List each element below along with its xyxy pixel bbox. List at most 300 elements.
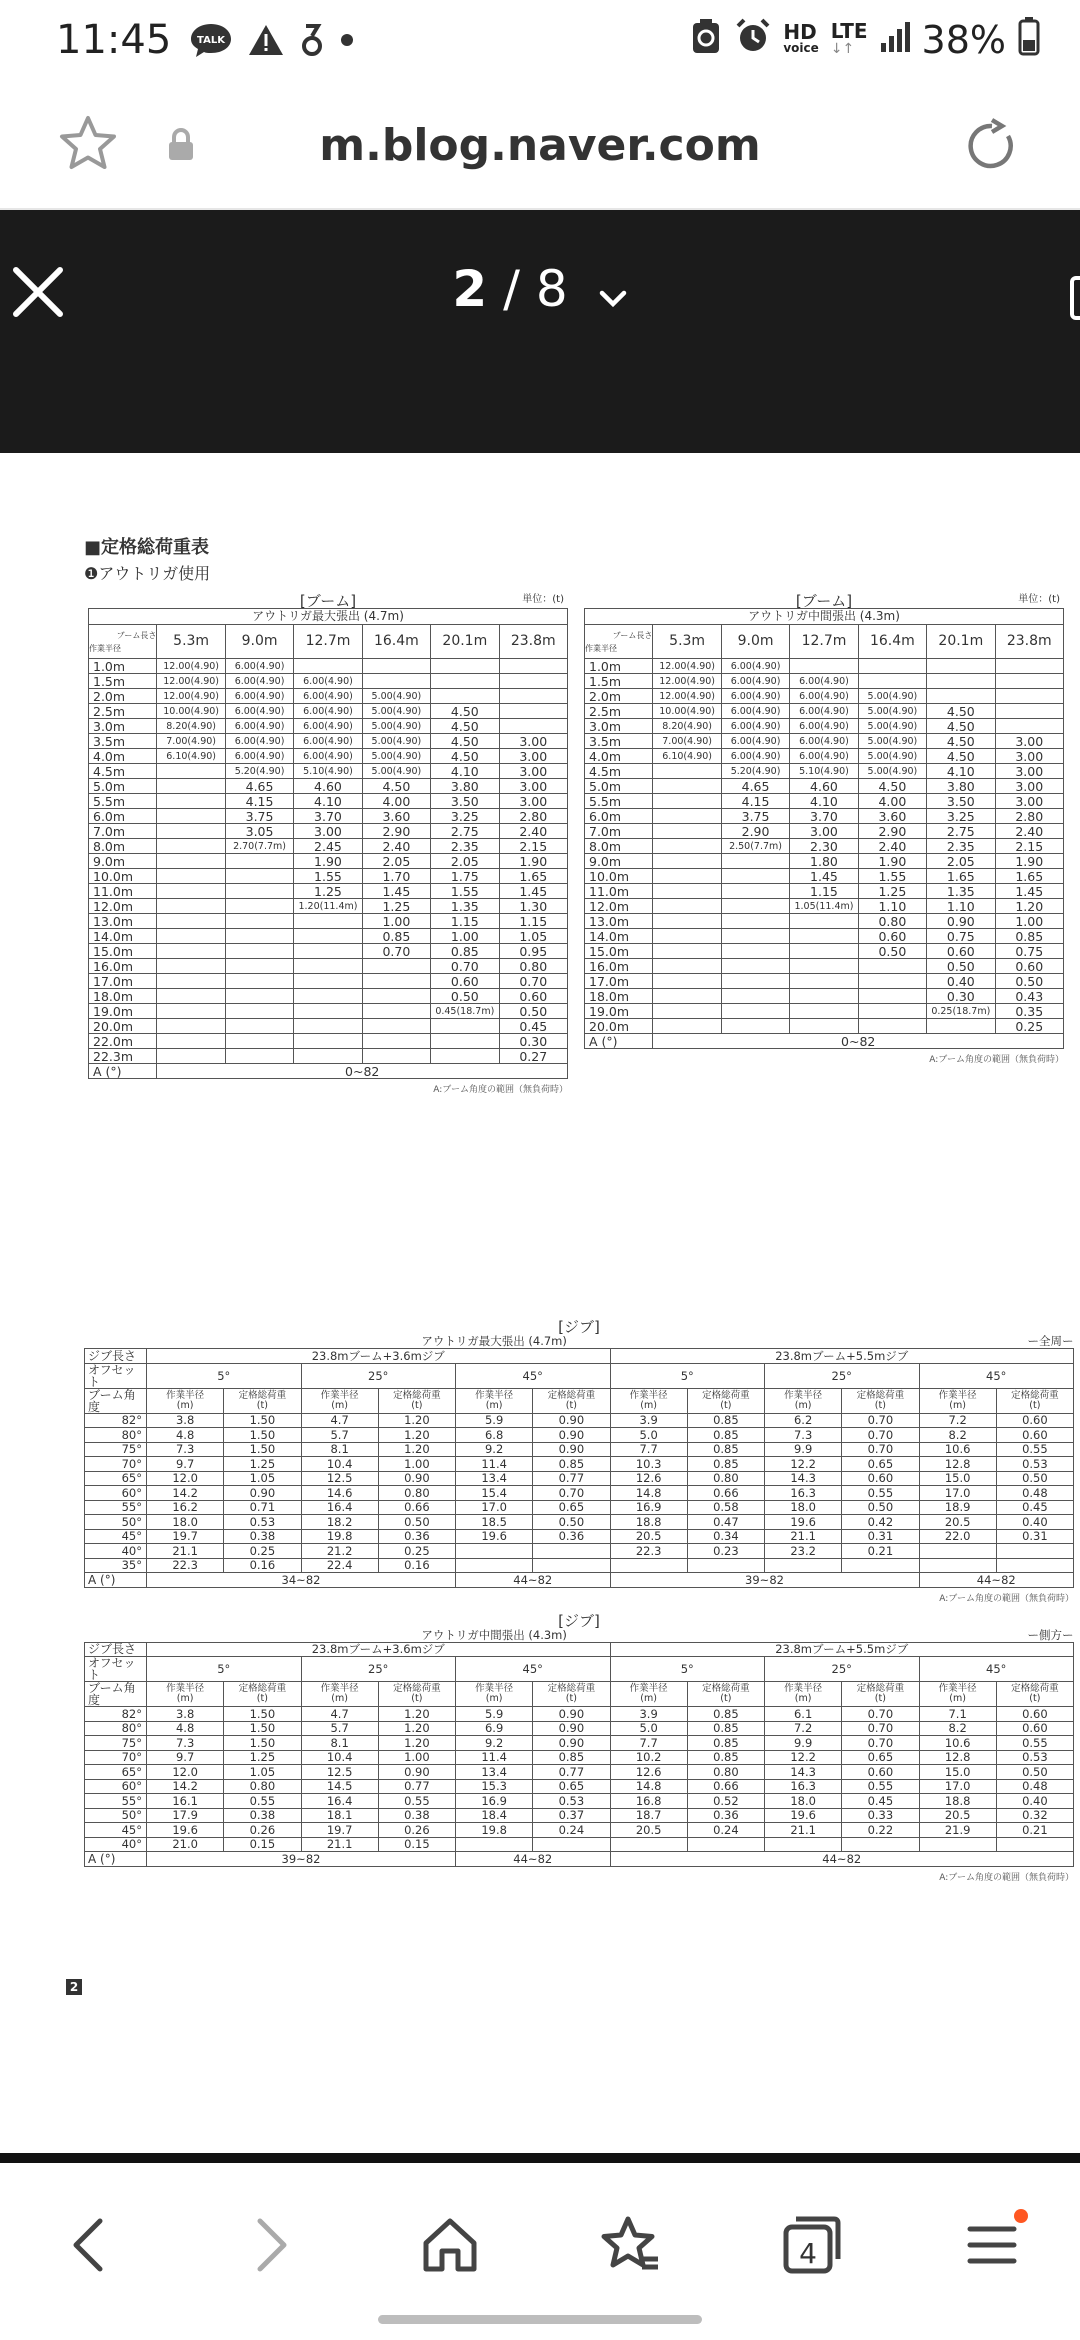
radius-cell: 14.0m <box>89 929 157 944</box>
load-subheader-unit: (t) <box>411 1693 423 1704</box>
load-cell: 5.00(4.90) <box>362 749 430 764</box>
jib-value-cell: 0.90 <box>533 1721 610 1736</box>
jib-value-cell: 5.7 <box>301 1428 378 1443</box>
load-cell: 5.00(4.90) <box>858 749 926 764</box>
table-row <box>585 794 1064 809</box>
table-corner-cell <box>585 625 653 659</box>
status-bar <box>0 0 1080 80</box>
table-row <box>85 1707 1074 1722</box>
load-cell: 2.05 <box>927 854 995 869</box>
radius-subheader-label: 作業半径 <box>320 1389 359 1401</box>
jib-value-cell: 0.33 <box>842 1808 919 1823</box>
boom-angle-cell: 80° <box>85 1721 147 1736</box>
load-cell: 3.00 <box>995 734 1063 749</box>
radius-subheader-label: 作業半径 <box>938 1389 977 1401</box>
boom-angle-cell: 50° <box>85 1808 147 1823</box>
jib-value-cell: 5.0 <box>610 1721 687 1736</box>
browser-bottom-bar <box>0 2163 1080 2340</box>
jib-value-cell: 14.2 <box>147 1486 224 1501</box>
boom-angle-cell: 75° <box>85 1736 147 1751</box>
boom-load-table <box>584 608 1064 1049</box>
boom-angle-cell: 60° <box>85 1779 147 1794</box>
page-indicator[interactable] <box>0 260 1080 322</box>
load-cell: 3.00 <box>995 794 1063 809</box>
jib-value-cell: 10.6 <box>919 1736 996 1751</box>
jib-value-cell: 5.9 <box>456 1413 533 1428</box>
tabs-button[interactable] <box>772 2205 852 2285</box>
jib-value-cell: 14.8 <box>610 1486 687 1501</box>
jib-value-cell: 0.70 <box>842 1721 919 1736</box>
angle-head-label: ブーム角度 <box>85 1682 147 1707</box>
boom-length-header: 20.1m <box>927 625 995 659</box>
load-cell: 3.00 <box>995 749 1063 764</box>
jib-value-cell <box>996 1558 1073 1573</box>
load-cell <box>653 824 721 839</box>
notification-icon <box>299 22 325 58</box>
jib-value-cell <box>456 1544 533 1559</box>
jib-value-cell: 1.50 <box>224 1442 301 1457</box>
radius-cell: 2.5m <box>89 704 157 719</box>
load-cell: 0.30 <box>927 989 995 1004</box>
status-right <box>689 0 1040 80</box>
load-cell: 2.40 <box>995 824 1063 839</box>
boom-label: [ブーム] <box>795 592 853 610</box>
load-cell <box>927 1019 995 1034</box>
jib-value-cell: 0.40 <box>996 1794 1073 1809</box>
jib-group-header: 23.8mブーム+5.5mジブ <box>610 1349 1074 1364</box>
boom-length-header: 12.7m <box>294 625 362 659</box>
load-cell: 6.00(4.90) <box>790 719 858 734</box>
radius-subheader-unit: (m) <box>485 1693 503 1704</box>
load-cell <box>653 764 721 779</box>
boom-tables <box>84 590 1074 1310</box>
radius-subheader-unit: (m) <box>331 1693 348 1704</box>
radius-subheader-label: 作業半径 <box>475 1389 514 1401</box>
load-cell <box>225 884 293 899</box>
load-cell <box>790 914 858 929</box>
jib-value-cell: 1.20 <box>378 1736 455 1751</box>
jib-value-cell: 0.26 <box>224 1823 301 1838</box>
load-cell: 6.10(4.90) <box>653 749 721 764</box>
load-cell <box>431 1034 499 1049</box>
load-subheader-unit: (t) <box>1029 1399 1041 1411</box>
load-cell: 5.00(4.90) <box>858 719 926 734</box>
jib-value-cell: 0.53 <box>996 1750 1073 1765</box>
url-text[interactable]: m.blog.naver.com <box>319 120 761 171</box>
load-cell: 4.15 <box>721 794 789 809</box>
load-cell <box>362 659 430 674</box>
load-cell: 2.15 <box>499 839 567 854</box>
load-cell: 6.00(4.90) <box>721 674 789 689</box>
load-cell: 12.00(4.90) <box>653 674 721 689</box>
home-button[interactable] <box>410 2205 490 2285</box>
load-cell: 1.25 <box>858 884 926 899</box>
load-cell <box>157 1049 225 1064</box>
grid-view-icon[interactable] <box>1070 276 1080 320</box>
angle-row <box>85 1573 1074 1588</box>
jib-value-cell: 0.50 <box>378 1515 455 1530</box>
bookmarks-button[interactable] <box>590 2205 670 2285</box>
load-cell: 2.75 <box>927 824 995 839</box>
jib-length-label: ジブ長さ <box>85 1349 147 1364</box>
jib-value-cell: 0.85 <box>687 1442 764 1457</box>
angle-label-cell: A (°) <box>85 1573 147 1588</box>
load-cell: 3.50 <box>431 794 499 809</box>
load-cell <box>499 674 567 689</box>
table-row <box>585 899 1064 914</box>
jib-value-cell: 1.20 <box>378 1442 455 1457</box>
load-cell <box>225 944 293 959</box>
radius-cell: 9.0m <box>89 854 157 869</box>
load-cell <box>653 794 721 809</box>
table-row <box>85 1750 1074 1765</box>
load-cell: 1.80 <box>790 854 858 869</box>
jib-value-cell: 0.36 <box>378 1529 455 1544</box>
load-cell <box>721 989 789 1004</box>
load-cell <box>653 809 721 824</box>
chevron-down-icon[interactable] <box>598 264 628 322</box>
load-subheader-label: 定格総荷重 <box>702 1683 750 1694</box>
load-cell <box>225 869 293 884</box>
load-cell: 2.35 <box>431 839 499 854</box>
load-subheader-label: 定格総荷重 <box>547 1683 596 1694</box>
load-cell: 0.60 <box>858 929 926 944</box>
load-subheader <box>996 1682 1073 1707</box>
load-cell <box>499 704 567 719</box>
table-row <box>585 839 1064 854</box>
radius-cell: 18.0m <box>89 989 157 1004</box>
load-cell <box>362 1049 430 1064</box>
jib-value-cell: 0.70 <box>842 1442 919 1457</box>
load-cell: 0.70 <box>362 944 430 959</box>
boom-table-mid <box>584 590 1064 1065</box>
jib-value-cell: 12.6 <box>610 1471 687 1486</box>
load-cell <box>653 914 721 929</box>
jib-value-cell: 0.50 <box>533 1515 610 1530</box>
jib-value-cell: 0.85 <box>687 1707 764 1722</box>
load-cell <box>721 929 789 944</box>
radius-subheader-unit: (m) <box>485 1399 503 1411</box>
boom-angle-cell: 65° <box>85 1471 147 1486</box>
jib-value-cell: 14.6 <box>301 1486 378 1501</box>
radius-cell: 15.0m <box>585 944 653 959</box>
table-row <box>89 719 568 734</box>
load-cell: 6.00(4.90) <box>721 734 789 749</box>
load-cell <box>653 899 721 914</box>
jib-value-cell: 22.0 <box>919 1529 996 1544</box>
angle-value-cell: 44~82 <box>919 1573 1074 1588</box>
load-cell: 1.35 <box>927 884 995 899</box>
load-cell <box>294 914 362 929</box>
load-cell: 1.45 <box>362 884 430 899</box>
jib-value-cell <box>765 1837 842 1852</box>
menu-button[interactable] <box>952 2205 1032 2285</box>
load-cell: 6.00(4.90) <box>225 659 293 674</box>
table-row <box>585 1019 1064 1034</box>
load-cell <box>653 839 721 854</box>
radius-cell: 8.0m <box>585 839 653 854</box>
offset-label: オフセット <box>85 1657 147 1682</box>
radius-cell: 2.0m <box>89 689 157 704</box>
jib-value-cell: 0.16 <box>224 1558 301 1573</box>
jib-value-cell: 7.2 <box>765 1721 842 1736</box>
document-subtitle: ❶アウトリガ使用 <box>84 564 211 583</box>
load-cell <box>225 914 293 929</box>
load-cell: 2.90 <box>362 824 430 839</box>
radius-cell: 20.0m <box>89 1019 157 1034</box>
radius-subheader <box>610 1682 687 1707</box>
jib-value-cell: 8.1 <box>301 1442 378 1457</box>
jib-value-cell: 13.4 <box>456 1471 533 1486</box>
table-row <box>85 1837 1074 1852</box>
load-cell: 4.50 <box>927 734 995 749</box>
jib-value-cell: 0.85 <box>533 1750 610 1765</box>
jib-value-cell: 0.31 <box>996 1529 1073 1544</box>
subheader-row <box>85 1388 1074 1413</box>
jib-value-cell: 9.7 <box>147 1457 224 1472</box>
gesture-home-indicator[interactable] <box>378 2315 702 2324</box>
jib-value-cell: 20.5 <box>919 1515 996 1530</box>
load-cell <box>721 914 789 929</box>
load-cell: 3.00 <box>499 794 567 809</box>
load-cell: 2.15 <box>995 839 1063 854</box>
jib-value-cell: 0.66 <box>687 1779 764 1794</box>
load-cell: 4.50 <box>431 749 499 764</box>
radius-cell: 1.5m <box>89 674 157 689</box>
jib-value-cell: 0.16 <box>378 1558 455 1573</box>
load-subheader-unit: (t) <box>720 1693 732 1704</box>
angle-row <box>89 1064 568 1079</box>
jib-value-cell: 0.37 <box>533 1808 610 1823</box>
jib-value-cell: 12.0 <box>147 1765 224 1780</box>
radius-subheader-label: 作業半径 <box>784 1683 823 1694</box>
table-row <box>585 779 1064 794</box>
load-cell: 0.25 <box>995 1019 1063 1034</box>
angle-value-cell: 0~82 <box>653 1034 1064 1049</box>
load-cell <box>653 989 721 1004</box>
jib-group-header: 23.8mブーム+5.5mジブ <box>610 1642 1074 1657</box>
jib-value-cell: 15.4 <box>456 1486 533 1501</box>
load-cell <box>721 959 789 974</box>
jib-value-cell: 0.21 <box>996 1823 1073 1838</box>
load-cell: 1.05 <box>499 929 567 944</box>
angle-row <box>85 1852 1074 1867</box>
jib-value-cell: 0.23 <box>687 1544 764 1559</box>
load-cell <box>790 1004 858 1019</box>
load-subheader-label: 定格総荷重 <box>393 1683 441 1694</box>
load-cell: 12.00(4.90) <box>653 689 721 704</box>
reload-icon[interactable] <box>964 118 1020 178</box>
load-subheader <box>687 1682 764 1707</box>
jib-value-cell: 12.6 <box>610 1765 687 1780</box>
load-cell <box>721 899 789 914</box>
load-cell <box>653 884 721 899</box>
load-subheader-label: 定格総荷重 <box>238 1389 287 1401</box>
total-pages: 8 <box>535 260 568 318</box>
angle-caption: A:ブーム角度の範囲（無負荷時） <box>939 1593 1074 1604</box>
radius-subheader <box>610 1388 687 1413</box>
jib-value-cell <box>842 1837 919 1852</box>
load-cell: 6.00(4.90) <box>721 659 789 674</box>
jib-value-cell: 0.48 <box>996 1779 1073 1794</box>
jib-value-cell <box>687 1837 764 1852</box>
load-cell: 8.20(4.90) <box>653 719 721 734</box>
radius-subheader-unit: (m) <box>794 1399 812 1411</box>
offset-header: 5° <box>147 1657 302 1682</box>
load-cell <box>431 689 499 704</box>
radius-cell: 5.5m <box>89 794 157 809</box>
jib-value-cell: 0.77 <box>533 1765 610 1780</box>
radius-cell: 20.0m <box>585 1019 653 1034</box>
table-row <box>585 689 1064 704</box>
angle-label-cell: A (°) <box>585 1034 653 1049</box>
table-row <box>85 1808 1074 1823</box>
load-cell <box>157 989 225 1004</box>
jib-value-cell: 12.5 <box>301 1765 378 1780</box>
load-subheader <box>378 1682 455 1707</box>
load-cell <box>157 1004 225 1019</box>
jib-load-table-mid <box>84 1628 1074 1867</box>
load-cell: 6.00(4.90) <box>294 719 362 734</box>
load-cell <box>157 914 225 929</box>
jib-value-cell: 18.9 <box>919 1500 996 1515</box>
load-cell: 12.00(4.90) <box>157 689 225 704</box>
jib-value-cell: 16.3 <box>765 1486 842 1501</box>
load-cell <box>721 974 789 989</box>
load-cell: 0.27 <box>499 1049 567 1064</box>
jib-value-cell: 1.00 <box>378 1457 455 1472</box>
radius-subheader <box>456 1388 533 1413</box>
load-cell <box>721 1004 789 1019</box>
load-subheader-label: 定格総荷重 <box>1011 1389 1059 1401</box>
load-subheader <box>842 1682 919 1707</box>
load-cell: 6.00(4.90) <box>721 749 789 764</box>
boom-angle-cell: 70° <box>85 1750 147 1765</box>
load-cell <box>225 1019 293 1034</box>
jib-label: [ジブ] <box>558 1318 600 1336</box>
radius-cell: 10.0m <box>89 869 157 884</box>
load-cell: 2.80 <box>499 809 567 824</box>
jib-value-cell: 0.34 <box>687 1529 764 1544</box>
boom-angle-cell: 82° <box>85 1413 147 1428</box>
jib-value-cell: 19.6 <box>765 1808 842 1823</box>
load-cell: 6.00(4.90) <box>721 704 789 719</box>
load-cell <box>362 959 430 974</box>
jib-value-cell: 7.3 <box>147 1442 224 1457</box>
load-cell: 3.00 <box>995 764 1063 779</box>
jib-value-cell: 0.55 <box>996 1442 1073 1457</box>
battery-percent: 38% <box>921 18 1006 62</box>
jib-value-cell: 15.3 <box>456 1779 533 1794</box>
jib-tag-cell: ー側方ー <box>842 1628 1074 1643</box>
jib-value-cell: 0.50 <box>996 1765 1073 1780</box>
load-subheader <box>842 1388 919 1413</box>
load-subheader-unit: (t) <box>874 1399 886 1411</box>
jib-value-cell: 10.3 <box>610 1457 687 1472</box>
load-cell: 4.10 <box>790 794 858 809</box>
load-cell <box>995 659 1063 674</box>
radius-subheader-unit: (m) <box>331 1399 348 1411</box>
radius-cell: 2.5m <box>585 704 653 719</box>
jib-length-row <box>85 1642 1074 1657</box>
radius-cell: 18.0m <box>585 989 653 1004</box>
jib-value-cell: 0.90 <box>533 1428 610 1443</box>
jib-value-cell: 16.9 <box>610 1500 687 1515</box>
kakaotalk-icon <box>189 22 233 58</box>
jib-value-cell: 21.1 <box>301 1837 378 1852</box>
load-cell <box>653 854 721 869</box>
jib-value-cell: 0.36 <box>533 1529 610 1544</box>
offset-header: 25° <box>765 1657 920 1682</box>
radius-subheader-label: 作業半径 <box>938 1683 977 1694</box>
radius-subheader <box>919 1682 996 1707</box>
jib-value-cell: 3.9 <box>610 1707 687 1722</box>
load-cell: 4.60 <box>294 779 362 794</box>
jib-value-cell: 0.26 <box>378 1823 455 1838</box>
jib-value-cell: 0.25 <box>378 1544 455 1559</box>
load-cell: 1.90 <box>499 854 567 869</box>
jib-value-cell: 0.24 <box>533 1823 610 1838</box>
jib-value-cell: 18.5 <box>456 1515 533 1530</box>
jib-value-cell: 9.9 <box>765 1736 842 1751</box>
jib-value-cell: 0.85 <box>687 1750 764 1765</box>
jib-value-cell: 19.6 <box>147 1823 224 1838</box>
table-row <box>585 989 1064 1004</box>
load-cell <box>157 929 225 944</box>
jib-value-cell: 20.5 <box>610 1529 687 1544</box>
boom-angle-cell: 55° <box>85 1500 147 1515</box>
radius-subheader <box>147 1388 224 1413</box>
subheader-row <box>85 1682 1074 1707</box>
back-button[interactable] <box>48 2205 128 2285</box>
load-subheader <box>533 1388 610 1413</box>
load-cell: 0.60 <box>995 959 1063 974</box>
jib-value-cell <box>919 1837 996 1852</box>
load-cell <box>653 959 721 974</box>
load-subheader-unit: (t) <box>874 1693 886 1704</box>
load-cell: 1.65 <box>927 869 995 884</box>
radius-cell: 11.0m <box>89 884 157 899</box>
offset-header: 5° <box>610 1363 765 1388</box>
jib-group-header: 23.8mブーム+3.6mジブ <box>147 1349 611 1364</box>
jib-value-cell: 16.4 <box>301 1794 378 1809</box>
jib-value-cell: 0.90 <box>533 1413 610 1428</box>
load-cell: 5.00(4.90) <box>858 764 926 779</box>
table-row <box>585 734 1064 749</box>
offset-header: 45° <box>919 1363 1074 1388</box>
table-row <box>85 1515 1074 1530</box>
load-cell: 3.00 <box>294 824 362 839</box>
signal-icon <box>880 18 910 62</box>
load-subheader-label: 定格総荷重 <box>547 1389 596 1401</box>
jib-value-cell: 19.8 <box>456 1823 533 1838</box>
load-cell: 3.60 <box>858 809 926 824</box>
forward-button[interactable] <box>232 2205 312 2285</box>
jib-value-cell: 18.4 <box>456 1808 533 1823</box>
jib-value-cell: 12.0 <box>147 1471 224 1486</box>
table-row <box>89 869 568 884</box>
load-cell: 5.20(4.90) <box>225 764 293 779</box>
jib-value-cell: 0.50 <box>842 1500 919 1515</box>
load-cell: 0.95 <box>499 944 567 959</box>
boom-length-header: 5.3m <box>157 625 225 659</box>
jib-value-cell: 0.70 <box>842 1428 919 1443</box>
table-row <box>585 659 1064 674</box>
jib-value-cell: 22.3 <box>610 1544 687 1559</box>
jib-value-cell: 0.60 <box>996 1707 1073 1722</box>
load-cell: 1.00 <box>995 914 1063 929</box>
load-subheader-unit: (t) <box>256 1399 268 1411</box>
